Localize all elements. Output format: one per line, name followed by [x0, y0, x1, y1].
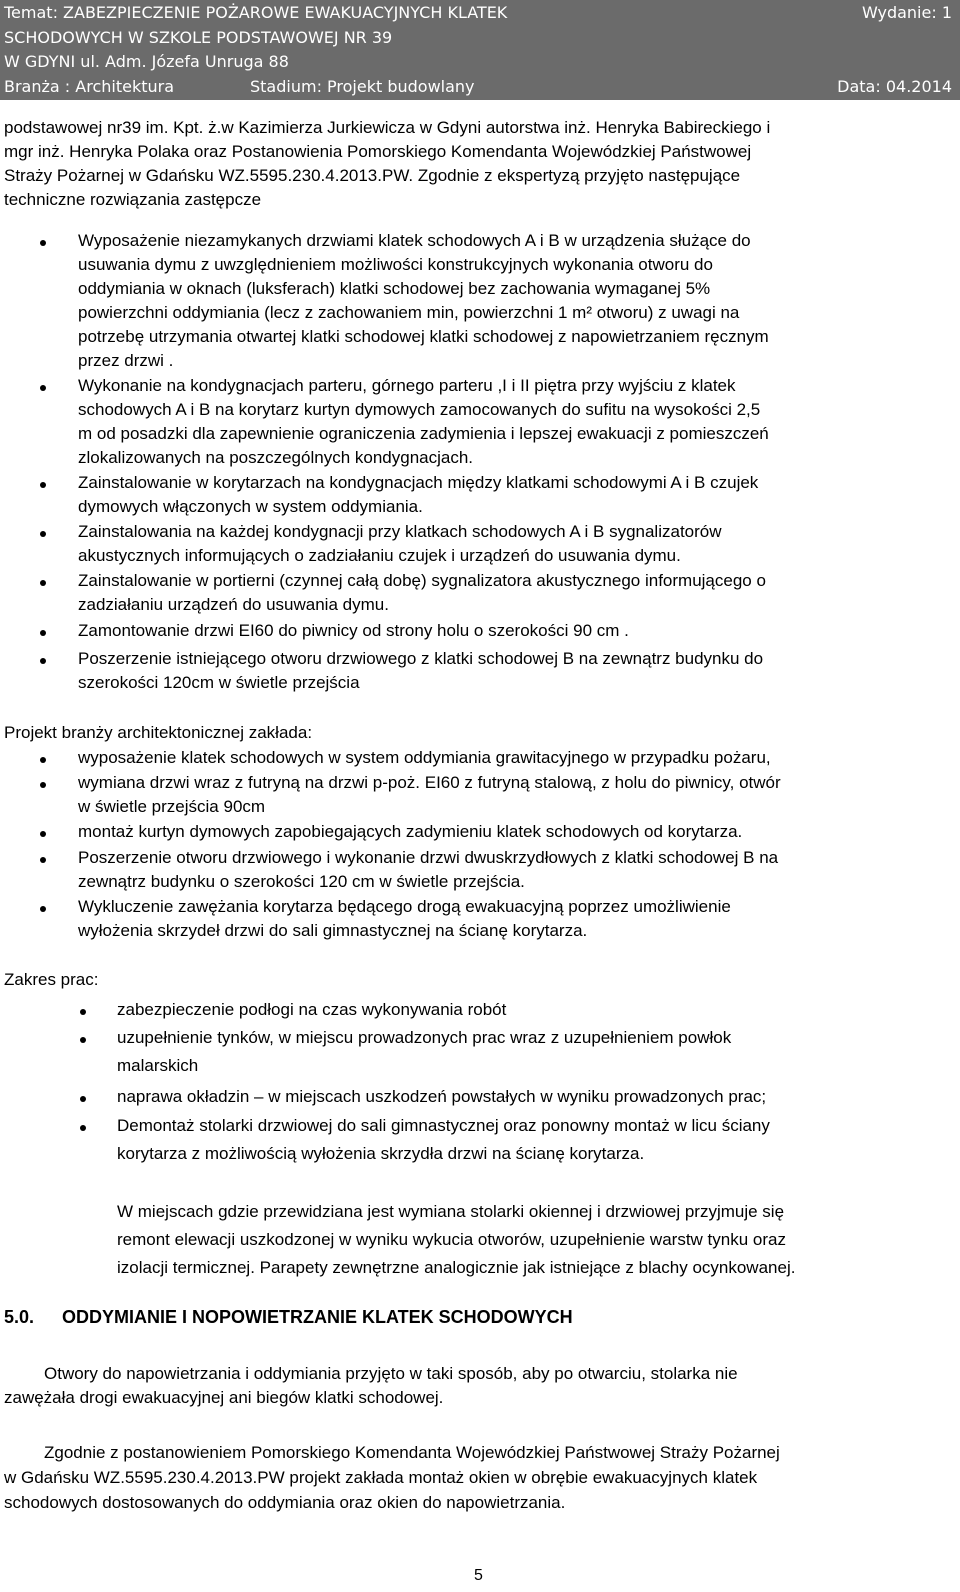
bullet-icon [40, 385, 46, 391]
list-item-line: akustycznych informujących o zadziałaniu czujek i urządzeń do usuwania dymu. [78, 546, 681, 565]
bullet-icon [40, 831, 46, 837]
text-line: remont elewacji uszkodzonej w wyniku wykucia otworów, uzupełnienie warstw tynku oraz [117, 1230, 786, 1249]
bullet-icon [80, 1037, 86, 1043]
list-item-line: korytarza z możliwością wyłożenia skrzydła drzwi na ścianę korytarza. [117, 1144, 645, 1163]
bullet-icon [80, 1009, 86, 1015]
list-item-line: przez drzwi . [78, 351, 174, 370]
bullet-icon [80, 1125, 86, 1131]
list-item-line: Demontaż stolarki drzwiowej do sali gimnastycznej oraz ponowny montaż w licu ściany [117, 1116, 770, 1135]
bullet-icon [40, 906, 46, 912]
header-branch: Branża : Architektura [4, 77, 174, 96]
list-item-line: dymowych włączonych w system oddymiania. [78, 497, 423, 516]
text-line: zawężała drogi ewakuacyjnej ani biegów klatki schodowej. [4, 1388, 444, 1407]
bullet-icon [40, 240, 46, 246]
list-item-line: montaż kurtyn dymowych zapobiegających zadymieniu klatek schodowych od korytarza. [78, 822, 743, 841]
list-item-line: wyłożenia skrzydeł drzwi do sali gimnastycznej na ścianę korytarza. [78, 921, 588, 940]
header-edition: Wydanie: 1 [861, 3, 952, 22]
list-item-line: w świetle przejścia 90cm [78, 797, 266, 816]
text-line: Straży Pożarnej w Gdańsku WZ.5595.230.4.2013.PW. Zgodnie z ekspertyzą przyjęto następujące [4, 166, 741, 185]
list-item-line: zabezpieczenie podłogi na czas wykonywania robót [117, 1000, 507, 1019]
section-number: 5.0. [4, 1307, 35, 1327]
list-item-line: usuwania dymu z uwzględnieniem możliwości konstrukcyjnych wykonania otworu do [78, 255, 713, 274]
bullet-icon [40, 857, 46, 863]
list-item-line: zlokalizowanych na poszczególnych kondygnacjach. [78, 448, 474, 467]
text-line: w Gdańsku WZ.5595.230.4.2013.PW projekt zakłada montaż okien w obrębie ewakuacyjnych klatek [4, 1468, 758, 1487]
bullet-icon [40, 531, 46, 537]
list-item-line: schodowych A i B na korytarz kurtyn dymowych zamocowanych do sufitu na wysokości 2,5 [78, 400, 761, 419]
document-header [0, 0, 960, 100]
text-line: schodowych dostosowanych do oddymiania oraz okien do napowietrzania. [4, 1493, 566, 1512]
header-topic-line3: W GDYNI ul. Adm. Józefa Unruga 88 [4, 52, 289, 71]
header-topic-line2: SCHODOWYCH W SZKOLE PODSTAWOWEJ NR 39 [4, 28, 393, 47]
bullet-icon [40, 630, 46, 636]
list-item-line: zadziałaniu urządzeń do usuwania dymu. [78, 595, 389, 614]
list-item-line: Zainstalowanie w portierni (czynnej całą dobę) sygnalizatora akustycznego informującego o [78, 571, 766, 590]
section-heading: Zakres prac: [4, 970, 99, 989]
section-heading: Projekt branży architektonicznej zakłada: [4, 723, 313, 742]
text-line: W miejscach gdzie przewidziana jest wymiana stolarki okiennej i drzwiowej przyjmuje się [117, 1202, 785, 1221]
text-line: Otwory do napowietrzania i oddymiania przyjęto w taki sposób, aby po otwarciu, stolarka nie [44, 1364, 738, 1383]
page-number: 5 [474, 1567, 483, 1584]
list-item-line: Zamontowanie drzwi EI60 do piwnicy od strony holu o szerokości 90 cm . [78, 621, 629, 640]
text-line: techniczne rozwiązania zastępcze [4, 190, 262, 209]
list-item-line: zewnątrz budynku o szerokości 120 cm w świetle przejścia. [78, 872, 525, 891]
text-line: podstawowej nr39 im. Kpt. ż.w Kazimierza Jurkiewicza w Gdyni autorstwa inż. Henryka Babireckiego i [4, 118, 771, 137]
header-topic: Temat: ZABEZPIECZENIE POŻAROWE EWAKUACYJNYCH KLATEK [4, 3, 508, 22]
list-item-line: wyposażenie klatek schodowych w system oddymiania grawitacyjnego w przypadku pożaru, [78, 748, 771, 767]
section-title: ODDYMIANIE I NOPOWIETRZANIE KLATEK SCHODOWYCH [62, 1307, 573, 1327]
list-item-line: Wykonanie na kondygnacjach parteru, górnego parteru ,I i II piętra przy wyjściu z klatek [78, 376, 736, 395]
header-date: Data: 04.2014 [837, 77, 952, 96]
list-item-line: Poszerzenie istniejącego otworu drzwiowego z klatki schodowej B na zewnątrz budynku do [78, 649, 764, 668]
list-item-line: m od posadzki dla zapewnienie ograniczenia zadymienia i lepszej ewakuacji z pomieszczeń [78, 424, 769, 443]
list-item-line: powierzchni oddymiania (lecz z zachowaniem min, powierzchni 1 m² otworu) z uwagi na [78, 303, 740, 322]
list-item-line: Zainstalowania na każdej kondygnacji przy klatkach schodowych A i B sygnalizatorów [78, 522, 722, 541]
bullet-icon [80, 1096, 86, 1102]
list-item-line: oddymiania w oknach (luksferach) klatki schodowej bez zachowania wymaganej 5% [78, 279, 711, 298]
list-item-line: naprawa okładzin – w miejscach uszkodzeń powstałych w wyniku prowadzonych prac; [117, 1087, 767, 1106]
text-line: Zgodnie z postanowieniem Pomorskiego Komendanta Wojewódzkiej Państwowej Straży Pożarnej [44, 1443, 780, 1462]
list-item-line: wymiana drzwi wraz z futryną na drzwi p-poż. EI60 z futryną stalową, z holu do piwnicy, otwór [78, 773, 781, 792]
text-line: mgr inż. Henryka Polaka oraz Postanowienia Pomorskiego Komendanta Wojewódzkiej Państwowej [4, 142, 752, 161]
list-item-line: malarskich [117, 1056, 199, 1075]
text-line: izolacji termicznej. Parapety zewnętrzne analogicznie jak istniejące z blachy ocynkowanej. [117, 1258, 796, 1277]
list-item-line: Wykluczenie zawężania korytarza będącego drogą ewakuacyjną poprzez umożliwienie [78, 897, 731, 916]
list-item-line: uzupełnienie tynków, w miejscu prowadzonych prac wraz z uzupełnieniem powłok [117, 1028, 732, 1047]
bullet-icon [40, 580, 46, 586]
header-stage: Stadium: Projekt budowlany [250, 77, 475, 96]
bullet-icon [40, 658, 46, 664]
list-item-line: szerokości 120cm w świetle przejścia [78, 673, 360, 692]
list-item-line: Wyposażenie niezamykanych drzwiami klatek schodowych A i B w urządzenia służące do [78, 231, 751, 250]
list-item-line: Zainstalowanie w korytarzach na kondygnacjach między klatkami schodowymi A i B czujek [78, 473, 759, 492]
list-item-line: potrzebę utrzymania otwartej klatki schodowej klatki schodowej z napowietrzaniem ręcznym [78, 327, 769, 346]
list-item-line: Poszerzenie otworu drzwiowego i wykonanie drzwi dwuskrzydłowych z klatki schodowej B na [78, 848, 779, 867]
bullet-icon [40, 782, 46, 788]
bullet-icon [40, 757, 46, 763]
bullet-icon [40, 482, 46, 488]
